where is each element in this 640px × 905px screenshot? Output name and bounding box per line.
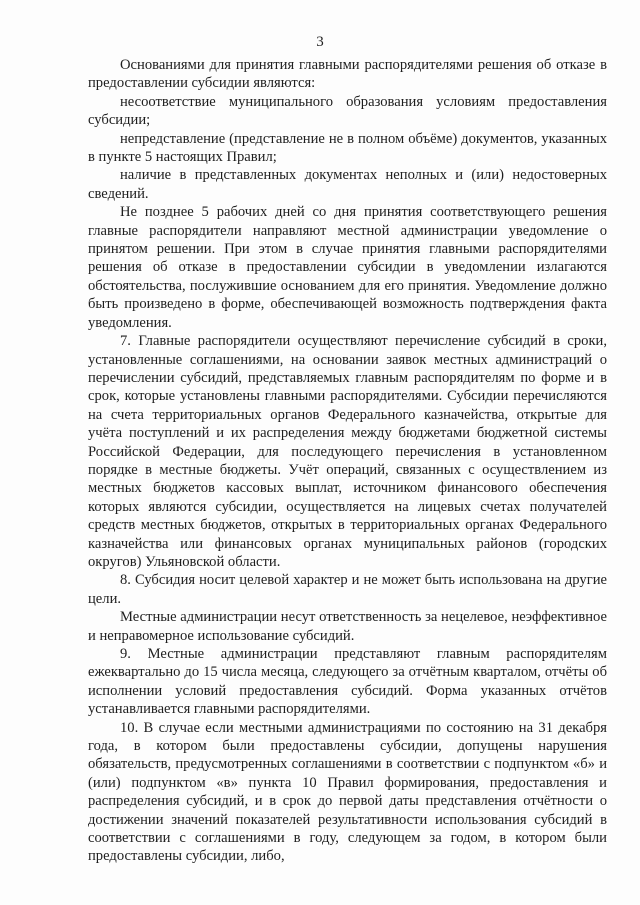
page-number: 3 bbox=[316, 34, 324, 50]
paragraph-refusal-item-2: непредставление (представление не в полном объёме) документов, указанных в пункте 5 настоящих Правил; bbox=[88, 130, 607, 166]
paragraph-clause-8: 8. Субсидия носит целевой характер и не может быть использована на другие цели. bbox=[88, 572, 607, 607]
paragraph-refusal-grounds: Основаниями для принятия главными распорядителями решения об отказе в предоставлении субсидии являются: bbox=[88, 57, 607, 92]
paragraph-refusal-item-3: наличие в представленных документах неполных и (или) недостоверных сведений. bbox=[88, 167, 607, 202]
paragraph-clause-9: 9. Местные администрации представляют главным распорядителям ежеквартально до 15 числа месяца, следующего за отчётным кварталом, отчёты об исполнении условий предоставления субсидий. Форма указанных отчётов устанавливается главными распорядителями. bbox=[88, 646, 607, 718]
paragraph-responsibility: Местные администрации несут ответственность за нецелевое, неэффективное и неправомерное использование субсидий. bbox=[88, 609, 607, 644]
paragraph-clause-10: 10. В случае если местными администрациями по состоянию на 31 декабря года, в котором были предоставлены субсидии, допущены нарушения обязательств, предусмотренных соглашениями в соответствии с подпунктом «б» и (или) подпунктом «в» пункта 10 Правил формирования, предоставления и распределения субсидий, и в срок до первой даты представления отчётности о достижении значений показателей результативности использования субсидий в соответствии с соглашениями в году, следующем за годом, в котором были предоставлены субсидии, либо, bbox=[88, 719, 607, 865]
document-body bbox=[88, 56, 607, 866]
paragraph-clause-7: 7. Главные распорядители осуществляют перечисление субсидий в сроки, установленные соглашениями, на основании заявок местных администраций о перечислении субсидий, представляемых главным распорядителям по форме и в срок, которые установлены главными распорядителями. Субсидии перечисляются на счета территориальных органов Федерального казначейства, открытые для учёта поступлений и их распределения между бюджетами бюджетной системы Российской Федерации, для последующего перечисления в установленном порядке в местные бюджеты. Учёт операций, связанных с осуществлением из местных бюджетов кассовых выплат, источником финансового обеспечения которых являются субсидии, осуществляется на лицевых счетах получателей средств местных бюджетов, открытых в территориальных органах Федерального казначейства или финансовых органах муниципальных районов (городских округов) Ульяновской области. bbox=[88, 333, 607, 570]
paragraph-notification: Не позднее 5 рабочих дней со дня принятия соответствующего решения главные распорядители направляют местной администрации уведомление о принятом решении. При этом в случае принятия главными распорядителями решения об отказе в предоставлении субсидии в уведомлении излагаются обстоятельства, послужившие основанием для его принятия. Уведомление должно быть произведено в форме, обеспечивающей возможность подтверждения факта уведомления. bbox=[88, 204, 607, 331]
paragraph-refusal-item-1: несоответствие муниципального образования условиям предоставления субсидии; bbox=[88, 93, 607, 129]
